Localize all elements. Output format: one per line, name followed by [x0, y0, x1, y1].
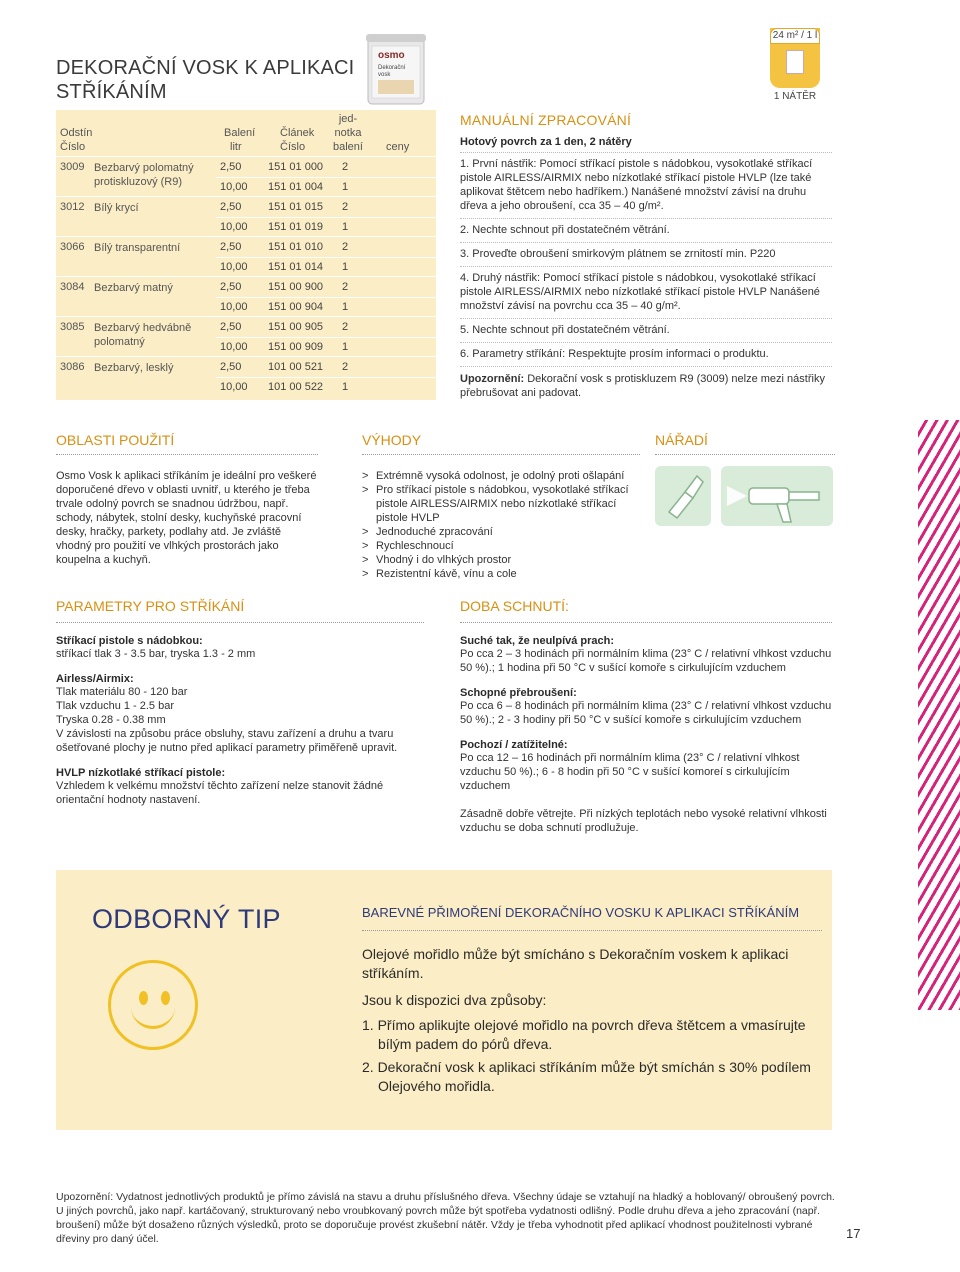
shade-code: 3066	[60, 241, 85, 253]
th-shade: Odstín Číslo	[60, 127, 93, 153]
tip-list-item: 1. Přímo aplikujte olejové mořidlo na povrch dřeva štětcem a vmasírujte bílým padem do pórů dřeva.	[362, 1017, 806, 1052]
tip-content	[362, 904, 822, 1096]
drying-section	[460, 598, 832, 835]
shade-name: Bezbarvý polomatný protiskluzový (R9)	[94, 162, 194, 188]
params-hvlp-text: Vzhledem k velkému množství těchto zařízení nelze stanovit žádné orientační hodnoty nastavení.	[56, 780, 384, 806]
paint-brush-icon	[655, 466, 711, 526]
package-size: 2,50	[220, 361, 242, 373]
coats-label: 1 NÁTĚR	[773, 91, 817, 102]
article-number: 101 00 521	[268, 361, 324, 373]
article-number: 151 00 900	[268, 281, 324, 293]
shade-code: 3012	[60, 201, 85, 213]
step-item: 3. Proveďte obroušení smirkovým plátnem se zrnitostí min. P220	[460, 243, 832, 267]
advantage-item: > Rezistentní kávě, vínu a cole	[362, 567, 640, 581]
tools-section	[655, 432, 835, 455]
table-row	[56, 356, 436, 396]
expert-tip-box	[56, 870, 832, 1130]
th-price: ceny	[386, 141, 410, 153]
package-size: 2,50	[220, 281, 242, 293]
params-airless-note: V závislosti na způsobu práce obsluhy, stavu zařízení a druhu a tvaru ošetřované plochy je nutno před aplikací parametry přiměřeně upravit.	[56, 728, 398, 754]
shade-name: Bezbarvý matný	[94, 282, 173, 294]
airless-param-line: Tlak materiálu 80 - 120 bar	[56, 686, 188, 698]
params-cup-gun-text: stříkací tlak 3 - 3.5 bar, tryska 1.3 - 2 mm	[56, 648, 256, 660]
table-row	[56, 276, 436, 316]
airless-param-line: Tlak vzduchu 1 - 2.5 bar	[56, 700, 175, 712]
table-row	[56, 156, 436, 196]
pack-unit: 2	[342, 321, 349, 333]
shade-name: Bílý krycí	[94, 202, 139, 214]
manual-section	[460, 112, 832, 400]
table-row	[56, 196, 436, 236]
pack-unit: 1	[342, 261, 349, 273]
shade-name: Bílý transparentní	[94, 242, 181, 254]
params-airless-label: Airless/Airmix:	[56, 673, 134, 685]
shade-code: 3009	[60, 161, 85, 173]
package-size: 10,00	[220, 261, 248, 273]
tip-title: ODBORNÝ TIP	[92, 904, 281, 934]
article-number: 151 01 015	[268, 201, 324, 213]
shade-code: 3085	[60, 321, 85, 333]
drying-dustfree-label: Suché tak, že neulpívá prach:	[460, 635, 615, 647]
advantages-heading: VÝHODY	[362, 432, 640, 455]
spray-gun-icon	[721, 466, 833, 526]
usage-heading: OBLASTI POUŽITÍ	[56, 432, 318, 455]
pack-unit: 2	[342, 161, 349, 173]
package-size: 2,50	[220, 161, 242, 173]
manual-subheading: Hotový povrch za 1 den, 2 nátěry	[460, 136, 832, 153]
drying-heading: DOBA SCHNUTÍ:	[460, 598, 832, 623]
product-table	[56, 110, 436, 400]
params-cup-gun-label: Stříkací pistole s nádobkou:	[56, 635, 203, 647]
advantage-item: > Jednoduché zpracování	[362, 525, 640, 539]
drying-note: Zásadně dobře větrejte. Při nízkých teplotách nebo vysoké relativní vlhkosti vzduchu se doba schnutí prodlužuje.	[460, 808, 827, 834]
advantage-item: > Vhodný i do vlhkých prostor	[362, 553, 640, 567]
article-number: 151 00 905	[268, 321, 324, 333]
pack-unit: 1	[342, 381, 349, 393]
pack-unit: 2	[342, 201, 349, 213]
pack-unit: 2	[342, 281, 349, 293]
article-number: 151 01 010	[268, 241, 324, 253]
coverage-badge	[770, 28, 820, 118]
shade-name: Bezbarvý, lesklý	[94, 362, 174, 374]
coverage-text: 24 m² / 1 l	[770, 28, 820, 44]
usage-text: Osmo Vosk k aplikaci stříkáním je ideální pro veškeré doporučené dřevo v oblasti uvnitř, u kterého je třeba trvale odolný povrch se snadnou údržbou, např. schody, nábytek, stolní desky, kuchyňské pracovní desky, hračky, parkety, podlahy atd. Je zvláště vhodný pro použití ve vlhkých prostorách jako koupelna a kuchyň.	[56, 470, 317, 566]
drying-walkable-text: Po cca 12 – 16 hodinách při normálním klima (23° C / relativní vlhkost vzduchu 50 %).; 6 - 8 hodin při 50 °C v sušící komoreí s cirkulujícím vzduchem	[460, 752, 800, 792]
usage-section	[56, 432, 318, 567]
can-label-line2: vosk	[378, 72, 391, 78]
steps-list	[460, 153, 832, 367]
advantage-item: > Rychleschnoucí	[362, 539, 640, 553]
shade-code: 3086	[60, 361, 85, 373]
step-item: 1. První nástřik: Pomocí stříkací pistole s nádobkou, vysokotlaké stříkací pistole AIRLESS/AIRMIX nebo nízkotlaké stříkací pistole HVLP (lze také aplikovat štětcem nebo hadříkem.) Nanášené množství závisí na druhu dřeva a jeho obroušení, cca 35 – 40 g/m².	[460, 153, 832, 219]
article-number: 151 01 000	[268, 161, 324, 173]
step-item: 5. Nechte schnout při dostatečném větrání.	[460, 319, 832, 343]
package-size: 2,50	[220, 321, 242, 333]
th-pack: Balení litr	[224, 127, 256, 153]
tools-heading: NÁŘADÍ	[655, 432, 835, 455]
step-item: 6. Parametry stříkání: Respektujte prosím informaci o produktu.	[460, 343, 832, 367]
shade-code: 3084	[60, 281, 85, 293]
drying-walkable-label: Pochozí / zatížitelné:	[460, 739, 568, 751]
pack-unit: 2	[342, 241, 349, 253]
decorative-stripes	[918, 420, 960, 1010]
can-label-line1: Dekorační	[378, 65, 406, 71]
package-size: 10,00	[220, 221, 248, 233]
drying-dustfree-text: Po cca 2 – 3 hodinách při normálním klima (23° C / relativní vlhkost vzduchu 50 %).; 1 hodina při 50 °C v sušící komoře s cirkulujícím vzduchem	[460, 648, 832, 674]
article-number: 151 01 004	[268, 181, 324, 193]
package-size: 10,00	[220, 301, 248, 313]
page-number: 17	[846, 1226, 861, 1241]
th-unit: jed- notka balení	[333, 113, 363, 153]
package-size: 10,00	[220, 181, 248, 193]
article-number: 151 00 909	[268, 341, 324, 353]
pack-unit: 1	[342, 341, 349, 353]
advantage-item: > Pro stříkací pistole s nádobkou, vysokotlaké stříkací pistole AIRLESS/AIRMIX nebo nízkotlaké stříkací pistole HVLP	[362, 483, 640, 525]
pack-unit: 1	[342, 181, 349, 193]
can-brand-text: osmo	[378, 50, 405, 61]
params-heading: PARAMETRY PRO STŘÍKÁNÍ	[56, 598, 424, 623]
table-row	[56, 236, 436, 276]
package-size: 2,50	[220, 241, 242, 253]
smiley-icon	[108, 960, 198, 1050]
drying-sandable-label: Schopné přebroušení:	[460, 687, 577, 699]
th-article: Článek Číslo	[280, 127, 315, 153]
table-header	[56, 110, 436, 156]
article-number: 151 00 904	[268, 301, 324, 313]
badge-box	[770, 28, 820, 88]
package-size: 10,00	[220, 341, 248, 353]
advantages-section	[362, 432, 640, 581]
product-can-image	[362, 30, 430, 108]
step-item: 2. Nechte schnout při dostatečném větrání.	[460, 219, 832, 243]
article-number: 151 01 019	[268, 221, 324, 233]
shade-name: Bezbarvý hedvábně polomatný	[94, 322, 192, 348]
footer-note: Upozornění: Vydatnost jednotlivých produktů je přímo závislá na stavu a druhu příslušného dřeva. Všechny údaje se vztahují na hladký a hoblovaný/ obroušený povrch. U jiných povrchů, jako např. kartáčovaný, strukturovaný nebo vroubkovaný povrch může být spotřeba vydatnosti odlišný. Podle druhu dřeva a jeho zpracování (např. broušení) může být dosaženo různých výsledků, proto se doporučuje provést zkušební nátěr. Vždy je třeba vyhodnotit před aplikací vhodnost použitelnosti vybrané dřeviny pro daný účel.	[56, 1191, 835, 1245]
manual-warning: Upozornění: Dekorační vosk s protiskluzem R9 (3009) nelze mezi nástřiky přebrušovat ani padovat.	[460, 373, 825, 399]
params-section	[56, 598, 424, 807]
tip-list-item: 2. Dekorační vosk k aplikaci stříkáním může být smíchán s 30% podílem Olejového mořidla.	[362, 1059, 811, 1094]
pack-unit: 2	[342, 361, 349, 373]
advantages-list	[362, 469, 640, 581]
manual-heading: MANUÁLNÍ ZPRACOVÁNÍ	[460, 112, 632, 128]
article-number: 101 00 522	[268, 381, 324, 393]
can-icon	[786, 50, 804, 74]
tip-heading: BAREVNÉ PŘIMOŘENÍ DEKORAČNÍHO VOSKU K APLIKACI STŘÍKÁNÍM	[362, 904, 822, 931]
pack-unit: 1	[342, 301, 349, 313]
page-title: DEKORAČNÍ VOSK K APLIKACI STŘÍKÁNÍM	[56, 57, 355, 103]
drying-sandable-text: Po cca 6 – 8 hodinách při normálním klima (23° C / relativní vlhkost vzduchu 50 %).; 2 - 3 hodiny při 50 °C v sušící komoře s cirkulujícím vzduchem	[460, 700, 832, 726]
package-size: 2,50	[220, 201, 242, 213]
table-row	[56, 316, 436, 356]
tools-icons	[655, 460, 835, 530]
pack-unit: 1	[342, 221, 349, 233]
article-number: 151 01 014	[268, 261, 324, 273]
step-item: 4. Druhý nástřik: Pomocí stříkací pistole s nádobkou, vysokotlaké stříkací pistole AIRLESS/AIRMIX nebo nízkotlaké stříkací pistole HVLP Nanášené množství závisí na povrchu cca 35 – 40 g/m².	[460, 267, 832, 319]
airless-param-line: Tryska 0.28 - 0.38 mm	[56, 714, 166, 726]
tip-paragraph-1: Olejové mořidlo může být smícháno s Dekoračním voskem k aplikaci stříkáním.	[362, 946, 789, 981]
params-hvlp-label: HVLP nízkotlaké stříkací pistole:	[56, 767, 226, 779]
package-size: 10,00	[220, 381, 248, 393]
tip-paragraph-2: Jsou k dispozici dva způsoby:	[362, 992, 547, 1008]
advantage-item: > Extrémně vysoká odolnost, je odolný proti ošlapání	[362, 469, 640, 483]
